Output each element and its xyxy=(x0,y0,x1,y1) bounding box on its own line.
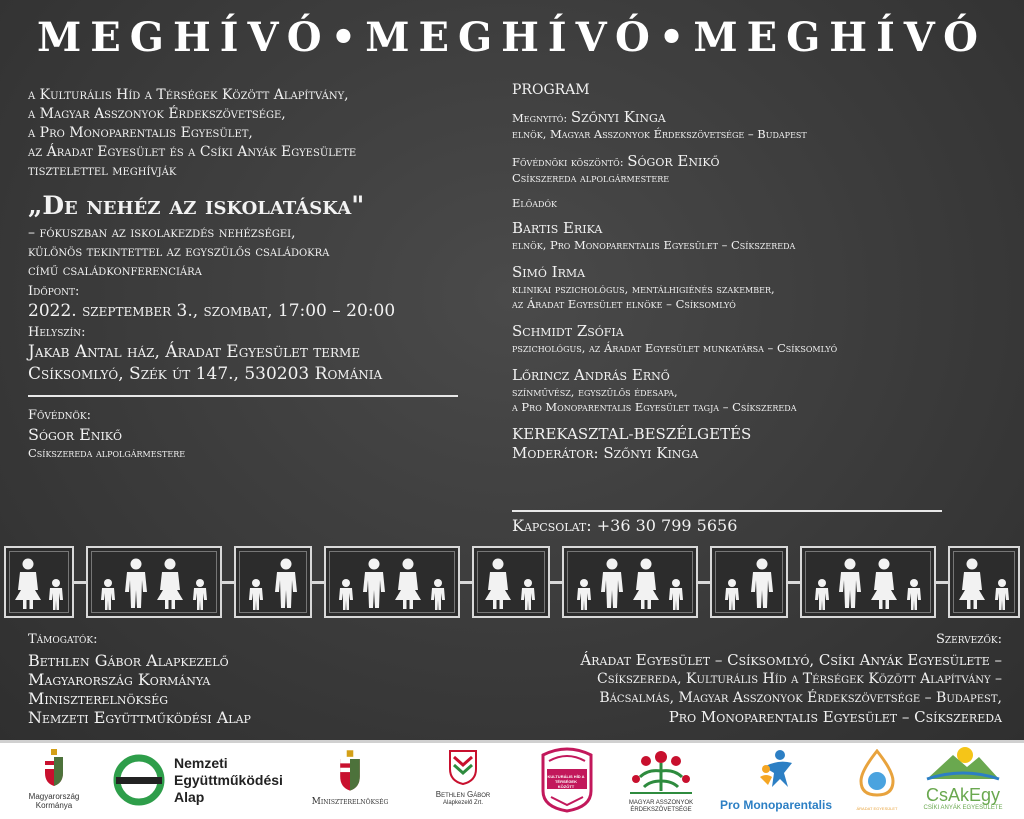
supporter-item: Miniszterelnökség xyxy=(28,689,169,708)
kulturalis-hid-logo xyxy=(536,747,598,818)
family-box xyxy=(4,546,74,618)
aradat-caption: ÁRADAT EGYESÜLET xyxy=(856,806,898,811)
opening-role: elnök, Magyar Asszonyok Érdekszövetsége – Budapest xyxy=(512,127,807,141)
family-box xyxy=(948,546,1020,618)
greeting-name: Sógor Enikő xyxy=(627,152,720,170)
place-value: Csíksomlyó, Szék út 147., 530203 Románia xyxy=(28,364,383,384)
inviter-line: a Kulturális Híd a Térségek Között Alapítvány, xyxy=(28,87,349,103)
csakegy-mountain-icon xyxy=(923,745,1003,781)
speaker-item xyxy=(512,263,1012,312)
speaker-item xyxy=(512,322,1012,356)
speaker-item xyxy=(512,219,1012,253)
opening-name: Szőnyi Kinga xyxy=(570,108,666,126)
speaker-role: az Áradat Egyesület elnöke – Csíksomlyó xyxy=(512,297,736,311)
family-box xyxy=(86,546,222,618)
bethlen-caption: Alapkezelő Zrt. xyxy=(442,800,484,806)
mae-caption: MAGYAR ASSZONYOK ÉRDEKSZÖVETSÉGE xyxy=(628,800,694,813)
patron-role: Csíkszereda alpolgármestere xyxy=(28,446,186,460)
nea-text: Alap xyxy=(174,789,205,805)
time-value: 2022. szeptember 3., szombat, 17:00 – 20:00 xyxy=(28,301,396,321)
speaker-role: klinikai pszichológus, mentálhigiénés szakember, xyxy=(512,282,775,296)
supporter-item: Magyarország Kormánya xyxy=(28,670,211,689)
pro-monoparentalis-figure-icon xyxy=(754,749,798,791)
event-subtitle: különös tekintettel az egyszülős családokra xyxy=(28,244,330,260)
divider xyxy=(28,395,458,397)
program-column xyxy=(512,82,1012,463)
speaker-name: Simó Irma xyxy=(512,263,586,281)
speaker-name: Bartis Erika xyxy=(512,219,603,237)
opening-line xyxy=(512,108,1012,127)
place-value: Jakab Antal ház, Áradat Egyesület terme xyxy=(28,342,361,362)
aradat-drop-icon xyxy=(855,749,899,799)
greeting-role: Csíkszereda alpolgármestere xyxy=(512,171,670,185)
pro-monoparentalis-logo xyxy=(718,749,834,812)
contact-phone: Kapcsolat: +36 30 799 5656 xyxy=(512,516,738,535)
speaker-role: elnök, Pro Monoparentalis Egyesület – Csíkszereda xyxy=(512,238,796,252)
nea-ring-icon xyxy=(112,753,166,807)
family-box xyxy=(234,546,312,618)
patron-label: Fővédnök: xyxy=(28,408,92,423)
moderator-label: Moderátor: xyxy=(512,444,604,462)
opening-label: Megnyitó: xyxy=(512,111,571,125)
opening-block xyxy=(512,108,1012,142)
miniszterelnokseg-logo xyxy=(300,749,400,807)
speaker-role: pszichológus, az Áradat Egyesület munkatársa – Csíksomlyó xyxy=(512,341,838,355)
speaker-name: Schmidt Zsófia xyxy=(512,322,624,340)
organizers-label: Szervezők: xyxy=(936,632,1002,647)
speaker-item xyxy=(512,366,1012,415)
inviter-line: tisztelettel meghívják xyxy=(28,163,177,179)
greeting-block xyxy=(512,152,1012,186)
family-box xyxy=(800,546,936,618)
mae-folk-icon xyxy=(626,747,696,795)
event-title: „De nehéz az iskolatáska" xyxy=(28,191,365,220)
divider xyxy=(512,510,942,512)
nea-text: Nemzeti xyxy=(174,755,228,771)
event-subtitle: – fókuszban az iskolakezdés nehézségei, xyxy=(28,225,296,241)
patron-name: Sógor Enikő xyxy=(28,425,123,444)
pro-monoparentalis-text: Pro Monoparentalis xyxy=(719,798,832,812)
invitation-column xyxy=(28,86,498,461)
supporter-item: Nemzeti Együttműködési Alap xyxy=(28,708,251,727)
time-label: Időpont: xyxy=(28,284,80,299)
organizer-line: Bácsalmás, Magyar Asszonyok Érdekszövetsége – Budapest, xyxy=(599,690,1002,706)
nea-text: Együttműködési xyxy=(174,772,283,788)
speaker-name: Lőrincz András Ernő xyxy=(512,366,670,384)
supporters-section xyxy=(28,632,458,727)
moderator-name: Szőnyi Kinga xyxy=(603,444,699,462)
kulturalis-hid-text: KULTURÁLIS HÍD A TÉRSÉGEK KÖZÖTT ALAPÍTVÁNY xyxy=(547,774,585,794)
organizers-section xyxy=(442,632,1002,727)
bethlen-gabor-logo xyxy=(428,749,498,808)
organizer-line: Áradat Egyesület – Csíksomlyó, Csíki Anyák Egyesülete – xyxy=(580,651,1002,669)
organizer-line: Pro Monoparentalis Egyesület – Csíkszereda xyxy=(668,708,1002,726)
csakegy-text: CsAkEgy xyxy=(925,785,1001,805)
organizer-line: Csíkszereda, Kulturális Híd a Térségek Között Alapítvány – xyxy=(597,671,1002,687)
family-box xyxy=(710,546,788,618)
csakegy-logo xyxy=(918,745,1008,813)
bethlen-shield-icon xyxy=(448,749,478,785)
logo-strip xyxy=(0,740,1024,819)
supporters-label: Támogatók: xyxy=(28,632,98,647)
inviter-line: a Pro Monoparentalis Egyesület, xyxy=(28,125,253,141)
inviter-line: az Áradat Egyesület és a Csíki Anyák Egyesülete xyxy=(28,144,357,160)
family-icon-strip xyxy=(0,546,1024,620)
mae-logo xyxy=(620,747,702,814)
inviter-line: a Magyar Asszonyok Érdekszövetsége, xyxy=(28,106,286,122)
place-label: Helyszín: xyxy=(28,325,86,340)
event-subtitle: című családkonferenciára xyxy=(28,263,202,279)
family-box xyxy=(324,546,460,618)
speakers-label: Előadók xyxy=(512,196,557,210)
greeting-label: Fővédnöki köszöntő: xyxy=(512,155,628,169)
program-heading: PROGRAM xyxy=(512,82,590,98)
family-box xyxy=(472,546,550,618)
aradat-logo xyxy=(852,749,902,813)
moderator-line xyxy=(512,444,1012,463)
coat-of-arms-icon xyxy=(43,749,65,787)
magyarorszag-kormanya-logo xyxy=(14,749,94,810)
supporter-item: Bethlen Gábor Alapkezelő xyxy=(28,651,229,670)
speaker-role: a Pro Monoparentalis Egyesület tagja – Csíkszereda xyxy=(512,400,797,414)
magyarorszag-caption: Magyarország Kormánya xyxy=(28,792,80,810)
coat-of-arms-icon xyxy=(338,749,362,793)
speaker-role: színművész, egyszülős édesapa, xyxy=(512,385,678,399)
greeting-line xyxy=(512,152,1012,171)
page-title: MEGHÍVÓ•MEGHÍVÓ•MEGHÍVÓ xyxy=(37,14,987,61)
bethlen-caption: Bethlen Gábor xyxy=(435,790,491,799)
roundtable-title: KEREKASZTAL-BESZÉLGETÉS xyxy=(512,425,752,443)
family-box xyxy=(562,546,698,618)
csakegy-caption: CSÍKI ANYÁK EGYESÜLETE xyxy=(923,805,1003,811)
miniszterelnokseg-caption: Miniszterelnökség xyxy=(311,797,389,807)
